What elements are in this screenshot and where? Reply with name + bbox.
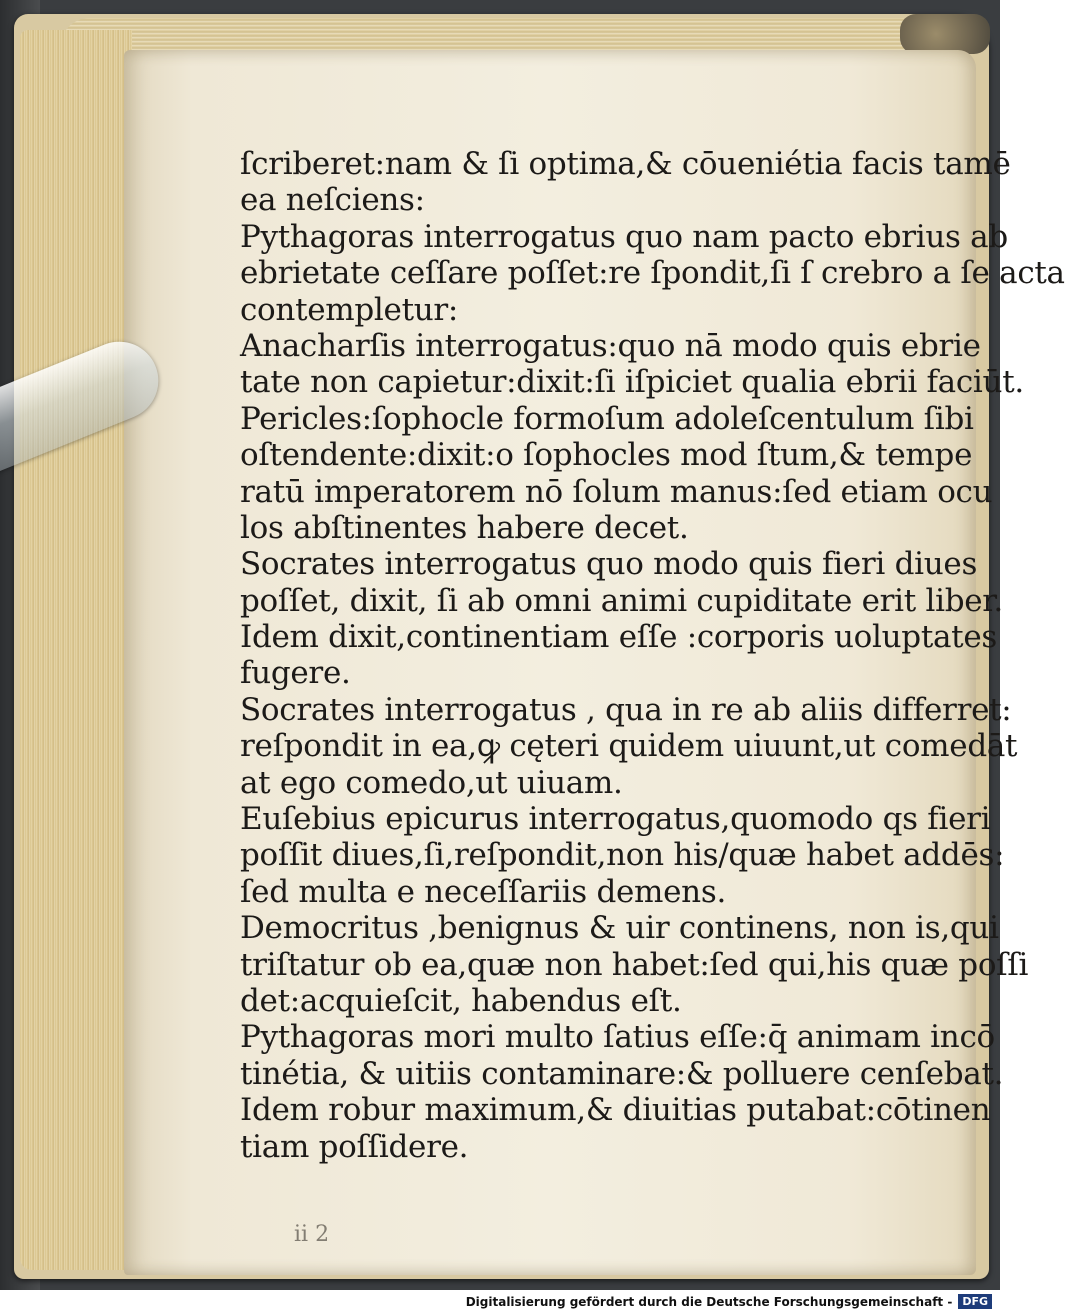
- text-line: contempletur:: [240, 291, 459, 328]
- signature-mark: ii 2: [294, 1222, 330, 1247]
- funding-credit: Digitalisierung gefördert durch die Deutsche Forschungsgemeinschaft -: [465, 1294, 953, 1309]
- text-line: fugere.: [240, 655, 351, 692]
- spine-headcap: [900, 14, 990, 54]
- dfg-logo: DFG: [958, 1294, 992, 1309]
- text-line: poſſet, dixit, ſi ab omni animi cupiditate erit liber.: [240, 582, 1003, 619]
- text-line: los abſtinentes habere decet.: [240, 509, 689, 546]
- text-line: reſpondit in ea,ꝙ cęteri quidem uiuunt,ut comedāt: [240, 728, 1018, 765]
- text-line: oſtendente:dixit:o ſophocles mod ſtum,& tempe: [240, 437, 973, 474]
- text-line: ea neſciens:: [240, 182, 425, 219]
- text-line: tiam poſſidere.: [240, 1128, 469, 1165]
- page-text: [240, 146, 1065, 1165]
- text-line: tinétia, & uitiis contaminare:& polluere cenſebat.: [240, 1055, 1004, 1092]
- text-line: poſſit diues,ſi,reſpondit,non his/quæ habet addēs:: [240, 837, 1005, 874]
- text-line: at ego comedo,ut uiuam.: [240, 764, 623, 801]
- text-line: Socrates interrogatus quo modo quis fieri diues: [240, 546, 978, 583]
- text-line: Anacharſis interrogatus:quo nā modo quis ebrie: [240, 327, 981, 364]
- digitization-footer: [0, 1290, 1000, 1313]
- book-page: [124, 50, 1065, 1275]
- text-line: Democritus ,benignus & uir continens, non is,qui: [240, 910, 999, 947]
- text-line: Pythagoras mori multo ſatius eſſe:q̄ animam incō: [240, 1019, 995, 1056]
- text-line: Socrates interrogatus , qua in re ab aliis differret:: [240, 691, 1012, 728]
- page-fore-edges: [20, 30, 132, 1270]
- text-line: Pythagoras interrogatus quo nam pacto ebrius ab: [240, 218, 1008, 255]
- text-line: det:acquieſcit, habendus eſt.: [240, 982, 682, 1019]
- text-line: ratū imperatorem nō ſolum manus:ſed etiam ocu: [240, 473, 993, 510]
- text-line: Pericles:ſophocle formoſum adoleſcentulum ſibi: [240, 400, 974, 437]
- text-line: triſtatur ob ea,quæ non habet:ſed qui,his quæ poſſi: [240, 946, 1029, 983]
- text-line: Euſebius epicurus interrogatus,quomodo qs fieri: [240, 801, 991, 838]
- text-line: tate non capietur:dixit:ſi iſpiciet qualia ebrii faciūt.: [240, 364, 1024, 401]
- text-line: Idem robur maximum,& diuitias putabat:cōtinen: [240, 1092, 991, 1129]
- text-line: ſcriberet:nam & ſi optima,& cōueniétia facis tamē: [240, 146, 1011, 182]
- text-line: ebrietate ceſſare poſſet:re ſpondit,ſi ſ crebro a ſe acta: [240, 255, 1065, 292]
- text-line: ſed multa e neceſſariis demens.: [240, 873, 727, 910]
- text-line: Idem dixit,continentiam eſſe :corporis uoluptates: [240, 619, 997, 656]
